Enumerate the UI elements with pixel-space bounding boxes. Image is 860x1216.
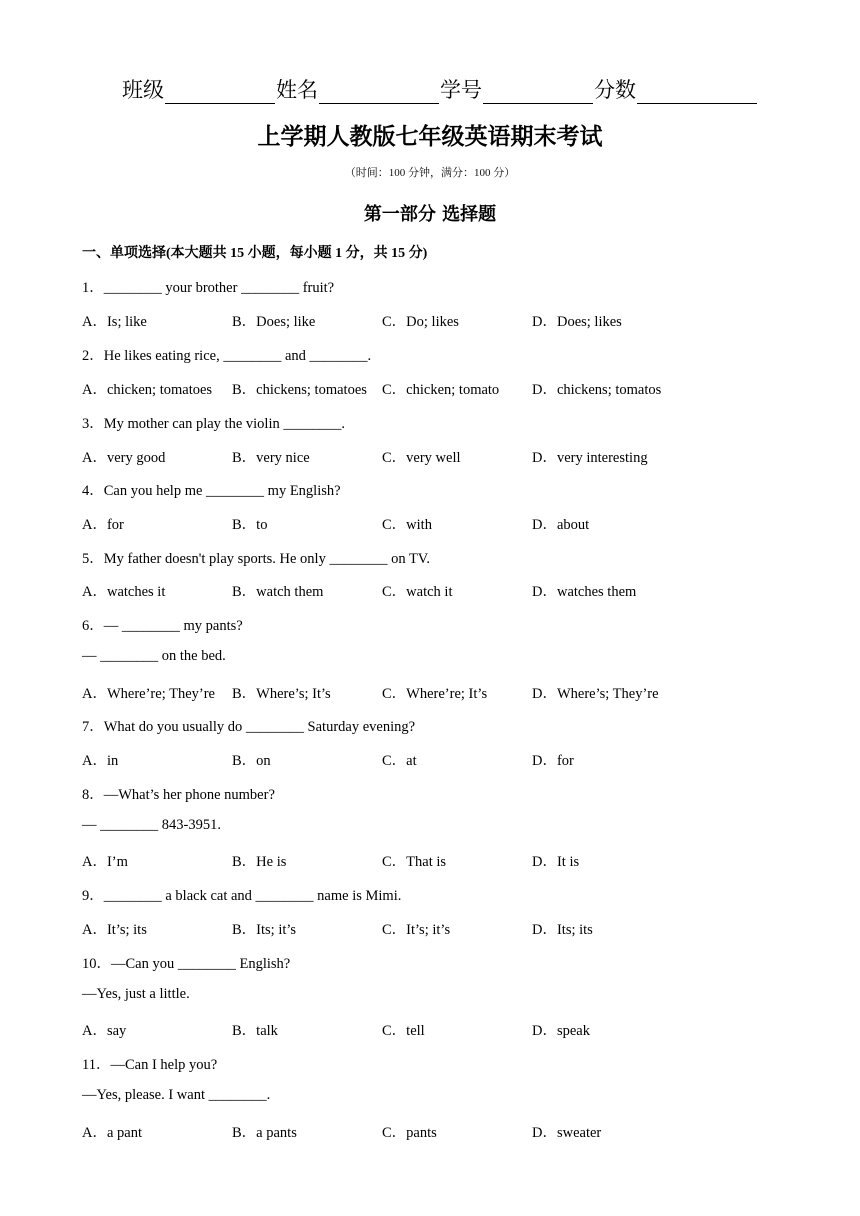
name-blank[interactable] (319, 81, 439, 104)
option-b[interactable]: B．to (232, 517, 268, 533)
option-b[interactable]: B．on (232, 753, 271, 769)
option-d[interactable]: D．watches them (532, 584, 637, 600)
question-2-stem: 2．He likes eating rice, ________ and ________. (82, 348, 372, 364)
question-6-stem-line-2: — ________ on the bed. (82, 648, 226, 664)
option-b[interactable]: B．Does; like (232, 314, 316, 330)
option-d[interactable]: D．chickens; tomatos (532, 382, 662, 398)
option-b[interactable]: B．Its; it’s (232, 922, 297, 938)
question-3-options (82, 446, 782, 466)
option-c[interactable]: C．Do; likes (382, 314, 459, 330)
question-8-options (82, 850, 782, 870)
question-9-options (82, 918, 782, 938)
option-c[interactable]: C．with (382, 517, 432, 533)
question-8-stem-line-2: — ________ 843-3951. (82, 817, 221, 833)
option-a[interactable]: A．watches it (82, 584, 166, 600)
question-4-stem: 4．Can you help me ________ my English? (82, 483, 341, 499)
name-label: 姓名 (276, 78, 318, 102)
option-c[interactable]: C．chicken; tomato (382, 382, 500, 398)
question-10-stem: 10．—Can you ________ English? (82, 956, 291, 972)
option-c[interactable]: C．Where’re; It’s (382, 686, 488, 702)
option-a[interactable]: A．It’s; its (82, 922, 147, 938)
question-5-options (82, 580, 782, 600)
exam-subtitle: （时间：100 分钟，满分：100 分） (344, 167, 516, 179)
student-no-blank[interactable] (483, 81, 593, 104)
question-10-stem-line-2: —Yes, just a little. (82, 986, 190, 1002)
class-label: 班级 (122, 78, 164, 102)
option-a[interactable]: A．I’m (82, 854, 128, 870)
option-a[interactable]: A．Where’re; They’re (82, 686, 215, 702)
option-b[interactable]: B．a pants (232, 1125, 297, 1141)
option-d[interactable]: D．for (532, 753, 574, 769)
option-b[interactable]: B．Where’s; It’s (232, 686, 331, 702)
question-3-stem: 3．My mother can play the violin ________. (82, 416, 345, 432)
question-1-options (82, 310, 782, 330)
option-d[interactable]: D．Its; its (532, 922, 593, 938)
option-a[interactable]: A．for (82, 517, 124, 533)
option-c[interactable]: C．tell (382, 1023, 425, 1039)
option-b[interactable]: B．He is (232, 854, 287, 870)
option-b[interactable]: B．chickens; tomatoes (232, 382, 367, 398)
option-a[interactable]: A．a pant (82, 1125, 142, 1141)
option-b[interactable]: B．very nice (232, 450, 310, 466)
question-8-stem: 8．—What’s her phone number? (82, 787, 275, 803)
question-2-options (82, 378, 782, 398)
option-c[interactable]: C．That is (382, 854, 447, 870)
option-c[interactable]: C．watch it (382, 584, 453, 600)
option-a[interactable]: A．Is; like (82, 314, 147, 330)
question-11-stem: 11．—Can I help you? (82, 1057, 218, 1073)
student-no-label: 学号 (440, 78, 482, 102)
option-d[interactable]: D．It is (532, 854, 580, 870)
option-d[interactable]: D．very interesting (532, 450, 648, 466)
option-b[interactable]: B．watch them (232, 584, 324, 600)
question-11-options (82, 1121, 782, 1141)
part-title: 第一部分 选择题 (363, 204, 497, 225)
question-11-stem-line-2: —Yes, please. I want ________. (82, 1087, 271, 1103)
question-5-stem: 5．My father doesn't play sports. He only ________ on TV. (82, 551, 431, 567)
class-blank[interactable] (165, 81, 275, 104)
question-10-options (82, 1019, 782, 1039)
question-6-stem: 6．— ________ my pants? (82, 618, 243, 634)
exam-title: 上学期人教版七年级英语期末考试 (257, 124, 603, 150)
question-7-stem: 7．What do you usually do ________ Saturday evening? (82, 719, 416, 735)
option-d[interactable]: D．speak (532, 1023, 590, 1039)
option-c[interactable]: C．pants (382, 1125, 437, 1141)
section-title: 一、单项选择(本大题共 15 小题，每小题 1 分，共 15 分) (82, 246, 428, 261)
option-b[interactable]: B．talk (232, 1023, 278, 1039)
score-label: 分数 (594, 78, 636, 102)
option-c[interactable]: C．at (382, 753, 417, 769)
score-blank[interactable] (637, 81, 757, 104)
option-d[interactable]: D．sweater (532, 1125, 602, 1141)
student-info-line (122, 74, 758, 104)
question-1-stem: 1．________ your brother ________ fruit? (82, 280, 335, 296)
option-d[interactable]: D．Does; likes (532, 314, 622, 330)
option-c[interactable]: C．very well (382, 450, 461, 466)
option-a[interactable]: A．say (82, 1023, 127, 1039)
question-6-options (82, 682, 782, 702)
question-7-options (82, 749, 782, 769)
question-9-stem: 9．________ a black cat and ________ name is Mimi. (82, 888, 402, 904)
option-d[interactable]: D．about (532, 517, 590, 533)
option-d[interactable]: D．Where’s; They’re (532, 686, 659, 702)
option-c[interactable]: C．It’s; it’s (382, 922, 451, 938)
question-4-options (82, 513, 782, 533)
option-a[interactable]: A．chicken; tomatoes (82, 382, 213, 398)
option-a[interactable]: A．in (82, 753, 119, 769)
option-a[interactable]: A．very good (82, 450, 166, 466)
